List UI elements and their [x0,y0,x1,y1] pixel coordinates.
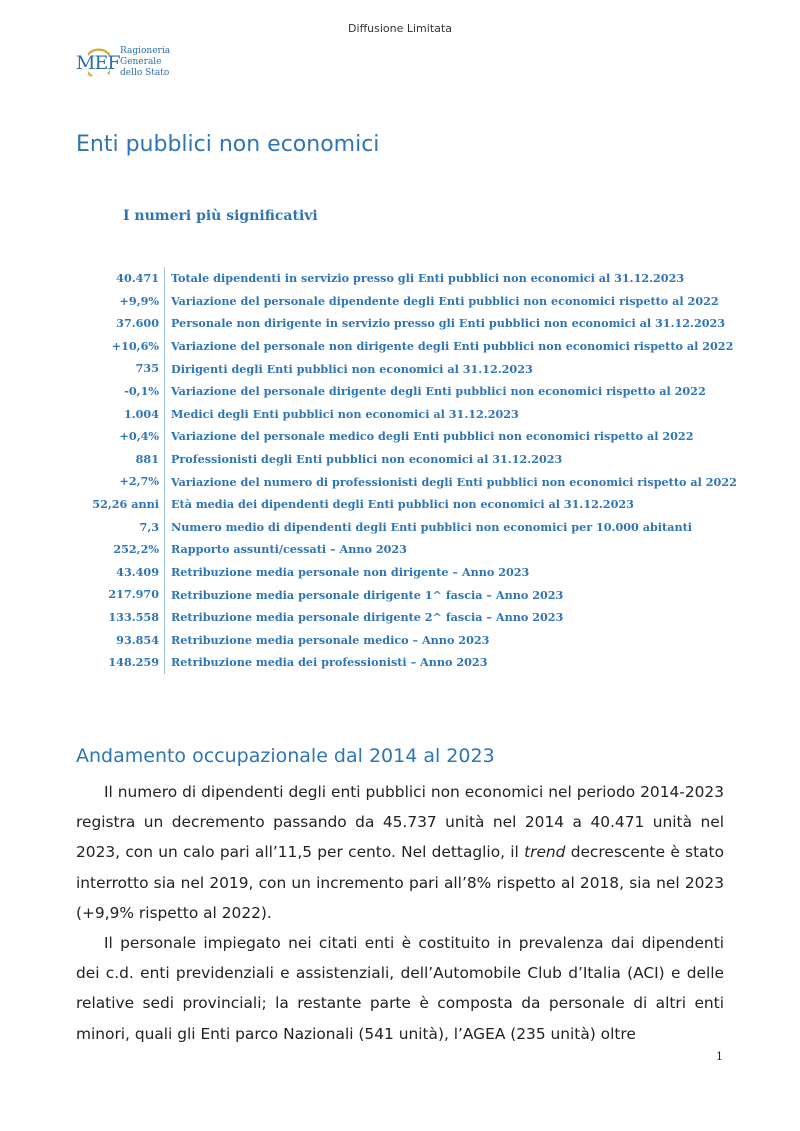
classification-label: Diffusione Limitata [348,22,452,35]
logo-line-1: Ragioneria [120,46,171,56]
stat-row [76,606,756,629]
stat-row [76,516,756,539]
stat-row [76,312,756,335]
stat-value: 148.259 [76,651,165,674]
stat-value: +0,4% [76,425,165,448]
stat-value: 1.004 [76,403,165,426]
mef-logo [76,44,196,84]
page-number: 1 [716,1050,723,1063]
stat-row [76,335,756,358]
paragraph-1-part-a: Il numero di dipendenti degli enti pubblici non economici nel periodo 2014-2023 registra un decremento passando da 45.737 unità nel 2014 a 40.471 unità nel 2023, con un calo pari all’11,5 per cento. Nel dettaglio, il [76,783,724,862]
stat-value: +9,9% [76,290,165,313]
stat-row [76,290,756,313]
stat-label: Variazione del personale dirigente degli Enti pubblici non economici rispetto al 2022 [171,384,706,399]
stat-label: Retribuzione media personale medico – Anno 2023 [171,632,490,647]
stat-label: Retribuzione media personale non dirigente – Anno 2023 [171,565,530,580]
stat-row [76,583,756,606]
logo-line-2: Generale [120,57,162,67]
stat-label: Retribuzione media personale dirigente 1^ fascia – Anno 2023 [171,587,564,602]
logo-line-3: dello Stato [120,68,170,78]
stat-value: +10,6% [76,335,165,358]
stat-value: 93.854 [76,629,165,652]
paragraph-1-part-b: decrescente è stato interrotto sia nel 2019, con un incremento pari all’8% rispetto al 2018, sia nel 2023 (+9,9% rispetto al 2022). [76,843,724,922]
section-heading: Andamento occupazionale dal 2014 al 2023 [76,745,495,767]
stat-label: Numero medio di dipendenti degli Enti pubblici non economici per 10.000 abitanti [171,519,693,534]
stat-label: Professionisti degli Enti pubblici non economici al 31.12.2023 [171,452,563,467]
stat-label: Età media dei dipendenti degli Enti pubblici non economici al 31.12.2023 [171,497,634,512]
stat-value: 40.471 [76,267,165,290]
stat-row [76,538,756,561]
stat-label: Totale dipendenti in servizio presso gli Enti pubblici non economici al 31.12.2023 [171,271,685,286]
stat-label: Variazione del numero di professionisti degli Enti pubblici non economici rispetto al 2022 [171,474,737,489]
stat-label: Retribuzione media dei professionisti – Anno 2023 [171,655,488,670]
stat-label: Personale non dirigente in servizio presso gli Enti pubblici non economici al 31.12.2023 [171,316,726,331]
stat-value: 52,26 anni [76,493,165,516]
stat-row [76,493,756,516]
stat-row [76,629,756,652]
stat-row [76,561,756,584]
stat-label: Variazione del personale non dirigente degli Enti pubblici non economici rispetto al 2022 [171,339,734,354]
stat-value: 43.409 [76,561,165,584]
stat-label: Dirigenti degli Enti pubblici non economici al 31.12.2023 [171,361,533,376]
key-figures-list [76,267,756,674]
stat-row [76,403,756,426]
stat-label: Medici degli Enti pubblici non economici al 31.12.2023 [171,406,519,421]
stat-row [76,267,756,290]
body-text [76,777,724,1049]
stat-value: 881 [76,448,165,471]
stat-label: Retribuzione media personale dirigente 2^ fascia – Anno 2023 [171,610,564,625]
page-title: Enti pubblici non economici [76,132,380,157]
stat-value: 252,2% [76,538,165,561]
logo-acronym: MEF [76,52,120,74]
paragraph-1 [76,777,724,928]
stat-row [76,357,756,380]
stat-row [76,651,756,674]
paragraph-1-italic-term: trend [524,843,566,862]
stat-row [76,448,756,471]
stat-value: 7,3 [76,516,165,539]
stat-value: +2,7% [76,470,165,493]
stat-value: 37.600 [76,312,165,335]
stat-value: 133.558 [76,606,165,629]
stat-label: Variazione del personale dipendente degli Enti pubblici non economici rispetto al 2022 [171,293,719,308]
stats-subtitle: I numeri più significativi [123,208,318,224]
paragraph-2: Il personale impiegato nei citati enti è costituito in prevalenza dai dipendenti dei c.d. enti previdenziali e assistenziali, dell’Automobile Club d’Italia (ACI) e delle relative sedi provinciali; la restante parte è composta da personale di altri enti minori, quali gli Enti parco Nazionali (541 unità), l’AGEA (235 unità) oltre [76,934,724,1043]
stat-value: -0,1% [76,380,165,403]
stat-row [76,425,756,448]
stat-row [76,470,756,493]
stat-label: Variazione del personale medico degli Enti pubblici non economici rispetto al 2022 [171,429,694,444]
stat-row [76,380,756,403]
stat-label: Rapporto assunti/cessati – Anno 2023 [171,542,407,557]
stat-value: 735 [76,357,165,380]
logo-text [120,46,170,79]
stat-value: 217.970 [76,583,165,606]
